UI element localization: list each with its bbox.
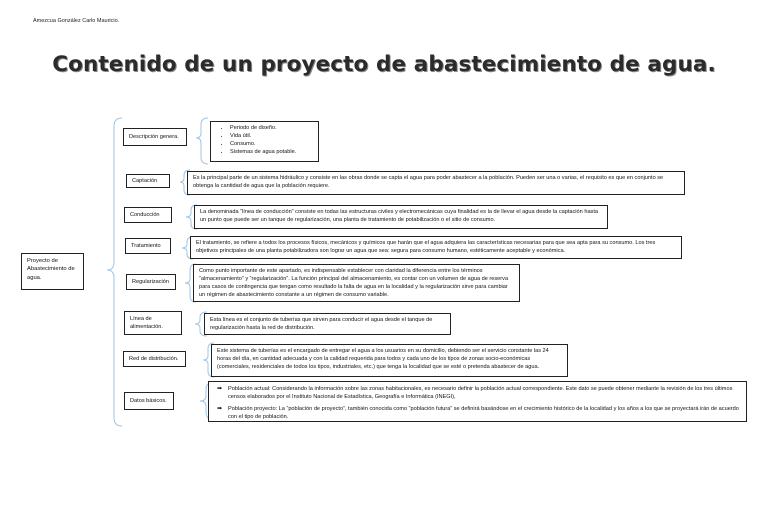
page-title: Contenido de un proyecto de abastecimiento de agua.: [52, 52, 716, 77]
content-red-distribucion: [211, 344, 568, 377]
content-linea-alimentacion: [204, 313, 451, 335]
list-item: ➡ Población actual: Considerando la información sobre las zonas habitacionales, es necesario definir la población actual correspondiente. Este dato se puede obtener mediante la revisión de los tres últimos censos elaborados por el Instituto Nacional de Estadística, Geografía e Informática (INEGI),: [228, 385, 741, 401]
list-item: • Vida útil.: [230, 132, 313, 140]
label-linea-alimentacion: [124, 311, 182, 335]
label-datos-basicos: [124, 392, 174, 410]
content-descripcion: [210, 121, 319, 162]
red-distribucion-text: Este sistema de tuberías es el encargado de entregar el agua a los usuarios en su domicilio, debiendo ser el servicio constante las 24 horas del día, en cantidad adecuada y con la calidad requerida para todos y cada uno de los tipos de zonas socio-económicas (comerciales, residenciales de todos los tipos, industriales, etc.) que tenga la localidad que se esté o pretenda abastecer de agua.: [217, 348, 549, 371]
conduccion-text: La denominada “línea de conducción” consiste en todas las estructuras civiles y electromecánicas cuya finalidad es la de llevar el agua desde la captación hasta un punto que puede ser un tanque de regularización, una planta de tratamiento de potabilización o el sitio de consumo.: [200, 209, 599, 224]
label-regularizacion: [126, 274, 176, 290]
author-name: Amezcua González Carlo Mauricio.: [33, 18, 120, 24]
linea-alimentacion-text: Esta línea es el conjunto de tuberías que sirven para conducir el agua desde el tanque de regularización hasta la red de distribución.: [210, 317, 433, 332]
regularizacion-text: Como punto importante de este apartado, es indispensable establecer con claridad la diferencia entre los términos “almacenamiento” y “regularización”. La función principal del almacenamiento, es contar con un volumen de agua de reserva para casos de contingencia que tengan como resultado la falta de agua en la localidad y la regularización sirve para cambiar un régimen de abastecimiento constante a un régimen de consumo variable.: [199, 268, 509, 299]
label-captacion: [126, 174, 170, 188]
content-conduccion: [194, 205, 608, 229]
label-linea-alimentacion-text: Línea de alimentación.: [130, 316, 163, 331]
content-datos-basicos: [208, 381, 747, 422]
label-conduccion-text: Conducción: [130, 211, 160, 218]
label-datos-basicos-text: Datos básicos.: [130, 397, 167, 404]
label-conduccion: [124, 207, 172, 223]
tratamiento-text: El tratamiento, se refiere a todos los procesos físicos, mecánicos y químicos que harán que el agua adquiera las características necesarias para que sea apta para su consumo. Los tres objetivos principales de una planta potabilizadora son lograr un agua que sea: segura para consumo humano, estéticamente aceptable y económica.: [196, 240, 656, 255]
label-tratamiento-text: Tratamiento: [131, 242, 161, 249]
list-item: ➡ Población proyecto: La “población de proyecto”, también conocida como “población futura” se definirá basándose en el crecimiento histórico de la localidad y los años a los que se proyectará irán de acuerdo con el tipo de población.: [228, 405, 741, 421]
root-label: Proyecto de Abastecimiento de agua.: [27, 258, 75, 281]
label-descripcion: [123, 128, 187, 146]
content-captacion: [187, 171, 685, 195]
label-tratamiento: [125, 238, 171, 254]
content-regularizacion: [193, 264, 520, 302]
content-tratamiento: [190, 236, 682, 259]
list-item: • Sistemas de agua potable.: [230, 148, 313, 156]
label-red-distribucion: [123, 351, 186, 367]
list-item: • Consumo.: [230, 140, 313, 148]
root-box: [21, 253, 84, 290]
list-item: • Periodo de diseño.: [230, 124, 313, 132]
label-red-distribucion-text: Red de distribución.: [129, 355, 179, 362]
label-regularizacion-text: Regularización: [132, 278, 170, 285]
label-captacion-text: Captación: [132, 177, 158, 184]
captacion-text: Es la principal parte de un sistema hidráulico y consiste en las obras donde se capta el agua para poder abastecer a la población. Pueden ser una o varias, el requisito es que en conjunto se obtenga la cantidad de agua que la población requiere.: [193, 175, 664, 190]
label-descripcion-text: Descripción genera.: [129, 133, 179, 140]
